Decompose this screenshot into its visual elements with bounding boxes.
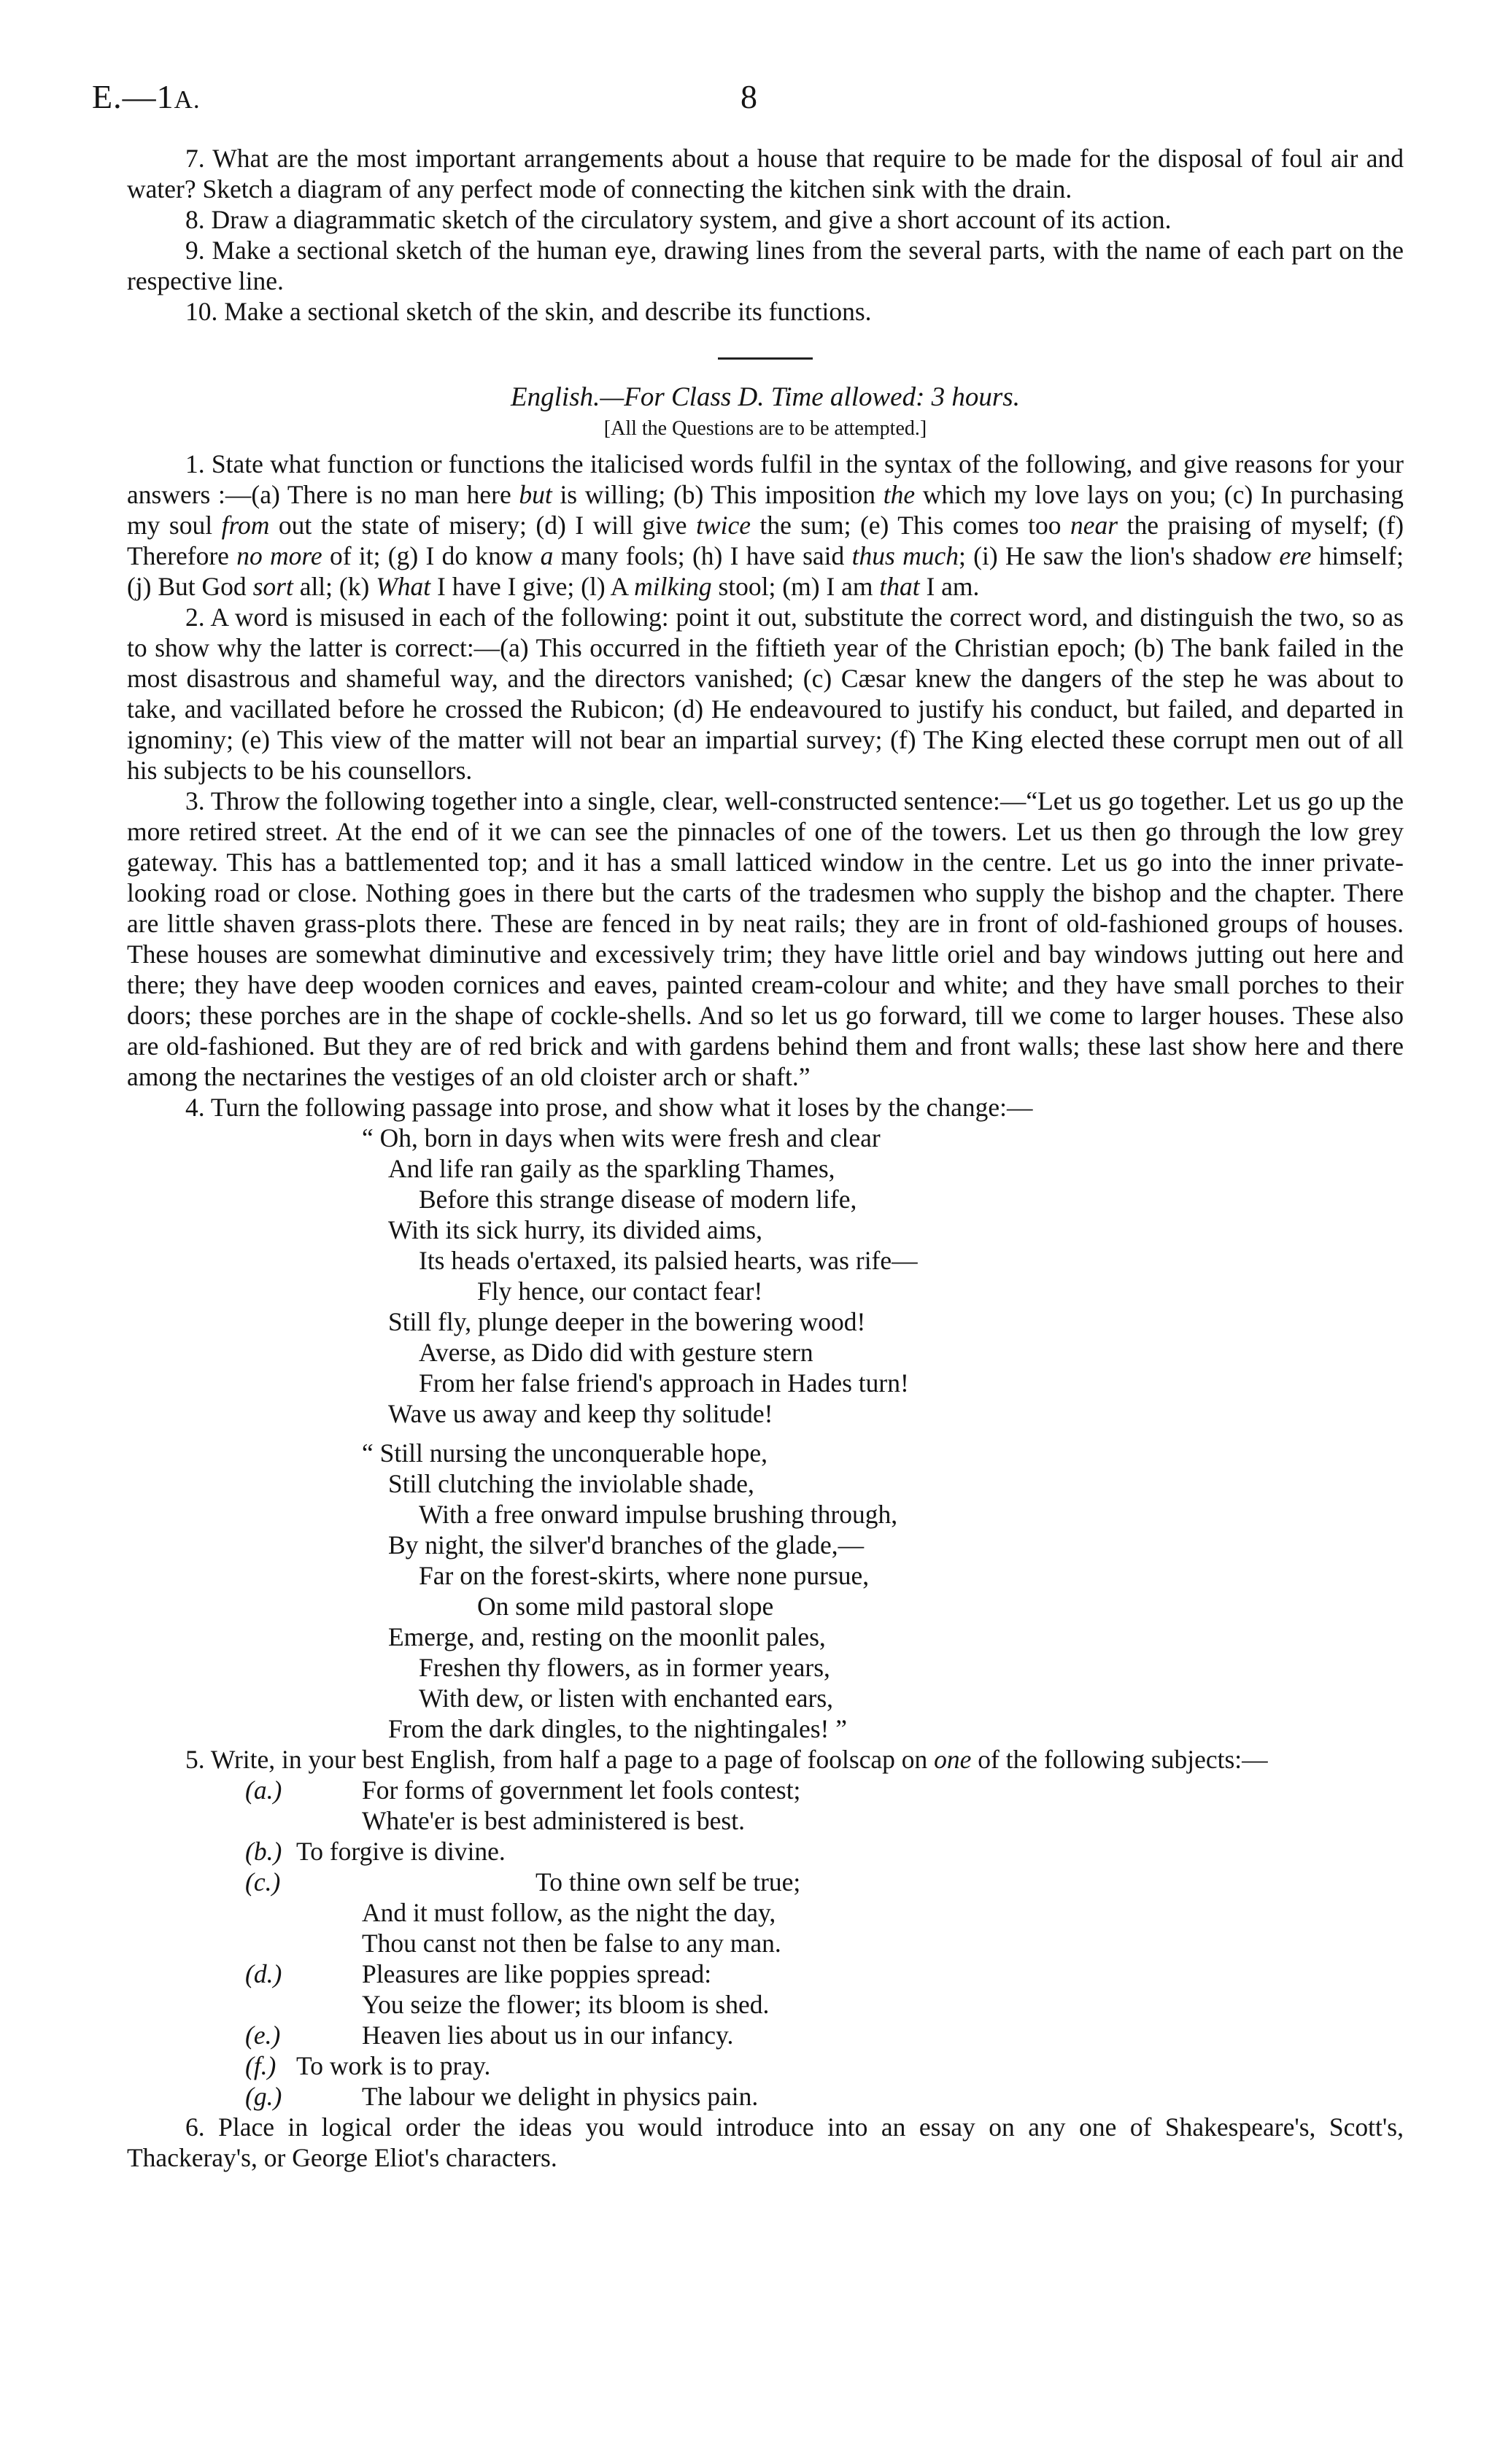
poem-line: Fly hence, our contact fear! xyxy=(477,1276,763,1306)
section-heading: English.—For Class D. Time allowed: 3 hours. xyxy=(511,382,1020,412)
poem-stanza-2 xyxy=(127,1438,1404,1744)
poem-line: With dew, or listen with enchanted ears, xyxy=(419,1684,834,1713)
subject-a-line-2: Whate'er is best administered is best. xyxy=(362,1806,745,1835)
english-question-3: 3. Throw the following together into a single, clear, well-constructed sentence:—“Let us go together. Let us go up the more retired street. At the end of it we can see the pinnacles of one of the towers. Let us then go through the low grey gateway. This has a battlemented top; and it has a small latticed window in the centre. Let us go into the inner private-looking road or close. Nothing goes in there but the carts of the tradesmen who supply the bishop and the chapter. There are little shaven grass-plots there. These are fenced in by neat rails; they are in front of old-fashioned groups of houses. These houses are somewhat diminutive and excessively trim; they have little oriel and bay windows jutting out here and there; they have deep wooden cornices and eaves, painted cream-colour and white; and they have small porches to their doors; these porches are in the shape of cockle-shells. And so let us go forward, till we come to larger houses. These also are old-fashioned. But they are of red brick and with gardens behind them and front walls; these last show here and there among the nectarines the vestiges of an old cloister arch or shaft.” xyxy=(127,786,1404,1091)
section-note: [All the Questions are to be attempted.] xyxy=(603,417,927,440)
subject-d-line-2: You seize the flower; its bloom is shed. xyxy=(362,1990,770,2019)
subject-g: (g.) The labour we delight in physics pain. xyxy=(245,2082,759,2111)
subject-c: (c.) To thine own self be true; xyxy=(245,1867,801,1897)
document-code xyxy=(92,77,201,116)
poem-line: Far on the forest-skirts, where none pursue, xyxy=(419,1561,870,1590)
subject-c-line-3: Thou canst not then be false to any man. xyxy=(362,1929,781,1958)
poem-line: And life ran gaily as the sparkling Thames, xyxy=(388,1154,835,1183)
english-question-2: 2. A word is misused in each of the following: point it out, substitute the correct word, and distinguish the two, so as to show why the latter is correct:—(a) This occurred in the fiftieth year of the Christian epoch; (b) The bank failed in the most disastrous and shameful way, and the directors vanished; (c) Cæsar knew the dangers of the step he was about to take, and vacillated before he crossed the Rubicon; (d) He endeavoured to justify his conduct, but failed, and departed in ignominy; (e) This view of the matter will not bear an impartial survey; (f) The King elected these corrupt men out of all his subjects to be his counsellors. xyxy=(127,603,1404,785)
document-code-prefix: E.—1 xyxy=(92,78,174,115)
question-9: 9. Make a sectional sketch of the human eye, drawing lines from the several parts, with the name of each part on the respective line. xyxy=(127,236,1404,295)
section-divider xyxy=(718,357,813,360)
poem-line: With its sick hurry, its divided aims, xyxy=(388,1215,762,1244)
subject-e: (e.) Heaven lies about us in our infancy. xyxy=(245,2021,734,2050)
subject-f: (f.) To work is to pray. xyxy=(245,2051,491,2080)
question-8: 8. Draw a diagrammatic sketch of the circulatory system, and give a short account of its action. xyxy=(185,205,1172,234)
poem-line: Freshen thy flowers, as in former years, xyxy=(419,1653,830,1682)
subject-d: (d.) Pleasures are like poppies spread: xyxy=(245,1959,712,1988)
page-body xyxy=(127,143,1404,2173)
question-10: 10. Make a sectional sketch of the skin, and describe its functions. xyxy=(185,297,872,326)
poem-line: “ Oh, born in days when wits were fresh and clear xyxy=(362,1123,881,1152)
poem-line: Averse, as Dido did with gesture stern xyxy=(419,1338,813,1367)
subject-c-line-2: And it must follow, as the night the day, xyxy=(362,1898,776,1927)
poem-line: Before this strange disease of modern life, xyxy=(419,1185,857,1214)
poem-line: Still clutching the inviolable shade, xyxy=(388,1469,754,1498)
poem-line: “ Still nursing the unconquerable hope, xyxy=(362,1438,768,1468)
question-7: 7. What are the most important arrangements about a house that require to be made for the disposal of foul air and water? Sketch a diagram of any perfect mode of connecting the kitchen sink with the drain. xyxy=(127,144,1404,204)
english-question-5: 5. Write, in your best English, from half a page to a page of foolscap on one of the following subjects:— xyxy=(185,1745,1268,1774)
poem-line: By night, the silver'd branches of the glade,— xyxy=(388,1530,865,1560)
poem-line: From her false friend's approach in Hades turn! xyxy=(419,1368,909,1398)
essay-subjects xyxy=(127,1775,1404,2112)
stanza-gap xyxy=(127,1429,1404,1438)
poem-line: From the dark dingles, to the nightingales! ” xyxy=(388,1714,848,1743)
subject-a: (a.) For forms of government let fools contest; xyxy=(245,1775,801,1805)
poem-stanza-1 xyxy=(127,1123,1404,1429)
document-code-suffix: A. xyxy=(174,85,201,114)
poem-line: Emerge, and, resting on the moonlit pales, xyxy=(388,1622,826,1651)
english-question-6: 6. Place in logical order the ideas you would introduce into an essay on any one of Shakespeare's, Scott's, Thackeray's, or George Eliot's characters. xyxy=(127,2112,1404,2172)
poem-line: Wave us away and keep thy solitude! xyxy=(388,1399,773,1428)
poem-line: With a free onward impulse brushing through, xyxy=(419,1500,898,1529)
english-question-4: 4. Turn the following passage into prose, and show what it loses by the change:— xyxy=(185,1093,1033,1122)
poem-line: Still fly, plunge deeper in the bowering wood! xyxy=(388,1307,866,1336)
poem-line: On some mild pastoral slope xyxy=(477,1592,774,1621)
english-question-1: 1. State what function or functions the italicised words fulfil in the syntax of the following, and give reasons for your answers :—(a) There is no man here but is willing; (b) This imposition the which my love lays on you; (c) In purchasing my soul from out the state of misery; (d) I will give twice the sum; (e) This comes too near the praising of myself; (f) Therefore no more of it; (g) I do know a many fools; (h) I have said thus much; (i) He saw the lion's shadow ere himself; (j) But God sort all; (k) What I have I give; (l) A milking stool; (m) I am that I am. xyxy=(127,449,1404,601)
page-number: 8 xyxy=(741,78,757,115)
poem-line: Its heads o'ertaxed, its palsied hearts, was rife— xyxy=(419,1246,918,1275)
subject-b: (b.) To forgive is divine. xyxy=(245,1837,506,1866)
